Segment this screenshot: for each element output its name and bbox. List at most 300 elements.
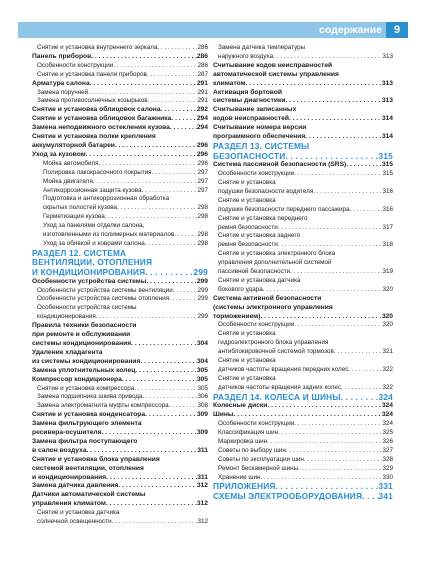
page-ref: 308: [197, 402, 208, 410]
dot-leader: [90, 80, 197, 89]
toc-entry: [32, 411, 208, 420]
page-ref: 324: [378, 391, 393, 402]
entry-title: системы диагностики: [213, 97, 286, 105]
page-ref: 311: [197, 473, 208, 481]
dot-leader: [131, 340, 197, 349]
page-ref: 341: [378, 491, 393, 502]
dot-leader: [145, 411, 197, 420]
entry-title: Мойка автомобиля: [43, 159, 99, 167]
toc-entry-line: гидроэлектронного блока управления: [218, 339, 329, 347]
dot-leader: [313, 188, 382, 197]
toc-entry-line: Считывание записанных: [213, 106, 297, 114]
dot-leader: [278, 224, 383, 233]
toc-entry: [213, 447, 393, 456]
toc-entry-line: Система активной безопасности: [213, 294, 322, 302]
dot-leader: [350, 206, 383, 215]
toc-entry-line: Удаление хладагента: [32, 348, 103, 356]
entry-title: кондиционирования: [37, 313, 96, 321]
dot-leader: [305, 133, 382, 142]
toc-entry-line: Снятие и установка: [218, 330, 276, 338]
dot-leader: [174, 231, 197, 240]
toc-entry: [32, 313, 208, 322]
toc-entry: [32, 393, 208, 402]
section-heading: ВЕНТИЛЯЦИИ, ОТОПЛЕНИЯ: [32, 257, 153, 268]
dot-leader: [260, 474, 382, 483]
entry-title: БЕЗОПАСНОСТИ: [213, 150, 286, 161]
dot-leader: [273, 53, 382, 62]
toc-entry: [32, 358, 208, 367]
entry-title: и кондиционирования: [32, 473, 107, 481]
toc-entry-line: Снятие и установка полки крепления: [32, 133, 156, 141]
toc-entry: [32, 44, 208, 53]
dot-leader: [86, 151, 197, 160]
toc-entry: [213, 420, 393, 429]
entry-title: Замена подшипника шкива привода: [37, 393, 143, 401]
entry-title: в салон воздуха: [32, 446, 87, 454]
entry-title: Особенности конструкции: [218, 170, 295, 178]
page-header: [18, 22, 408, 38]
entry-title: кодов неисправностей: [213, 115, 289, 123]
toc-entry-line: при ремонте и обслуживании: [32, 331, 131, 339]
dot-leader: [267, 402, 381, 411]
page-ref: 319: [382, 268, 393, 276]
dot-leader: [285, 97, 381, 106]
page-ref: 330: [382, 473, 393, 481]
toc-entry: [32, 447, 208, 456]
dot-leader: [285, 152, 378, 162]
dot-leader: [170, 124, 197, 133]
entry-title: изготовленными из полимерных материалов: [43, 231, 175, 239]
entry-title: Герметизация кузова: [43, 213, 105, 221]
page-ref: 294: [196, 115, 208, 123]
toc-entry: [32, 340, 208, 349]
page-ref: 320: [382, 285, 393, 293]
dot-leader: [134, 385, 197, 394]
toc-entry-line: автоматической системы управления: [213, 70, 339, 78]
toc-entry-line: Считывание номера версии: [213, 124, 307, 132]
page-ref: 320: [382, 321, 393, 329]
entry-title: ПРИЛОЖЕНИЯ: [213, 481, 276, 492]
page-ref: 326: [382, 437, 393, 445]
dot-leader: [234, 411, 382, 420]
entry-title: антиблокировочной системой тормозов: [218, 348, 334, 356]
entry-title: Снятие и установка конденсатора: [32, 411, 146, 419]
dot-leader: [93, 178, 198, 187]
page-ref: 291: [196, 79, 208, 87]
page-ref: 291: [197, 97, 208, 105]
dot-leader: [169, 402, 198, 411]
entry-title: Хранение шин: [218, 473, 261, 481]
entry-title: РАЗДЕЛ 14. КОЛЕСА И ШИНЫ: [213, 391, 341, 402]
toc-entry: [32, 204, 208, 213]
page-ref: 298: [197, 213, 208, 221]
page-ref: 286: [197, 61, 208, 69]
dot-leader: [294, 170, 382, 179]
toc-entry-line: Замена фильтра поступающего: [32, 437, 138, 445]
entry-title: Система пассивной безопасности (SRS): [213, 161, 347, 169]
entry-title: Замена уплотнительных колец: [32, 366, 136, 374]
toc-entry: [32, 124, 208, 133]
toc-column-left: [32, 44, 208, 527]
toc-entry: [213, 53, 393, 62]
dot-leader: [148, 97, 198, 106]
page-ref: 286: [196, 52, 208, 60]
toc-entry: [32, 213, 208, 222]
entry-title: Замена датчика давления: [32, 482, 119, 490]
toc-entry: [213, 366, 393, 375]
page-ref: 312: [197, 518, 208, 526]
page-ref: 298: [197, 239, 208, 247]
page-ref: 306: [197, 393, 208, 401]
toc-entry-line: Датчики автоматической системы: [32, 491, 146, 499]
toc-entry: [213, 188, 393, 197]
toc-entry: [213, 321, 393, 330]
dot-leader: [304, 456, 383, 465]
page-ref: 297: [197, 186, 208, 194]
dot-leader: [289, 115, 382, 124]
section-heading: [213, 492, 393, 502]
page-ref: 316: [382, 205, 393, 213]
entry-title: солнечной освещенности: [37, 518, 112, 526]
toc-entry: [213, 170, 393, 179]
entry-title: Классификация шин: [218, 429, 279, 437]
toc-entry: [32, 151, 208, 160]
page-ref: 292: [196, 106, 208, 114]
toc-entry: [213, 241, 393, 250]
dot-leader: [246, 80, 382, 89]
entry-title: ресивера-осушителя: [32, 429, 102, 437]
toc-entry-line: Снятие и установка блока управления: [32, 455, 160, 463]
dot-leader: [135, 367, 197, 376]
entry-title: Особенности устройства системы отопления: [37, 295, 170, 303]
dot-leader: [102, 429, 197, 438]
dot-leader: [334, 348, 383, 357]
page-ref: 287: [197, 70, 208, 78]
dot-leader: [341, 393, 379, 403]
dot-leader: [157, 44, 197, 53]
page-ref: 309: [196, 411, 208, 419]
page-ref: 313: [381, 79, 393, 87]
page-ref: 317: [382, 223, 393, 231]
page-ref: 312: [196, 500, 208, 508]
dot-leader: [278, 241, 383, 250]
toc-entry: [32, 474, 208, 483]
page-ref: 305: [197, 384, 208, 392]
toc-entry-line: Активация бортовой: [213, 88, 282, 96]
toc-entry: [32, 402, 208, 411]
entry-title: Снятие и установка облицовок багажника: [32, 115, 172, 123]
page-ref: 305: [196, 366, 208, 374]
entry-title: Советы по эксплуатации шин: [218, 455, 304, 463]
page-ref: 291: [197, 88, 208, 96]
entry-title: Панель приборов: [32, 52, 92, 60]
dot-leader: [263, 286, 383, 295]
toc-entry-line: Снятие и установка электронного блока: [218, 250, 336, 258]
toc-entry: [32, 385, 208, 394]
dot-leader: [145, 240, 198, 249]
toc-entry: [213, 224, 393, 233]
entry-title: аккумуляторной батареи: [32, 141, 115, 149]
toc-entry-line: (системы электронного управления: [213, 303, 333, 311]
entry-title: скрытых полостей кузова: [43, 204, 118, 212]
toc-entry: [32, 367, 208, 376]
page-ref: 315: [382, 170, 393, 178]
page-ref: 309: [196, 429, 208, 437]
entry-title: СХЕМЫ ЭЛЕКТРООБОРУДОВАНИЯ: [213, 491, 363, 502]
toc-entry-line: Замена фильтрующего элемента: [32, 420, 142, 428]
page-ref: 329: [382, 464, 393, 472]
toc-entry-line: Снятие и установка датчика: [218, 276, 301, 284]
entry-title: системы кондиционирования: [32, 339, 132, 347]
dot-leader: [122, 376, 197, 385]
entry-title: Ремонт бескамерной шины: [218, 464, 299, 472]
entry-title: климатом: [213, 79, 246, 87]
dot-leader: [346, 161, 382, 170]
page-ref: 320: [381, 312, 393, 320]
dot-leader: [173, 287, 198, 296]
entry-title: бокового удара: [218, 285, 263, 293]
dot-leader: [294, 420, 382, 429]
page-ref: 322: [382, 366, 393, 373]
toc-entry: [32, 518, 208, 527]
page-ref: 322: [382, 383, 393, 391]
dot-leader: [91, 53, 197, 62]
toc-entry: [32, 106, 208, 115]
dot-leader: [105, 213, 198, 222]
page-ref: 298: [197, 231, 208, 239]
toc-entry: [32, 97, 208, 106]
section-heading: [213, 393, 393, 403]
entry-title: Снятие и установка компрессора: [37, 384, 135, 392]
dot-leader: [143, 393, 198, 402]
entry-title: Особенности устройства системы: [32, 277, 147, 285]
entry-title: Компрессор кондиционера: [32, 375, 122, 383]
dot-leader: [362, 492, 378, 502]
toc-entry: [213, 456, 393, 465]
page-ref: 325: [382, 429, 393, 437]
entry-title: Замена неподвижного остекления кузова: [32, 124, 170, 132]
section-heading: РАЗДЕЛ 12. СИСТЕМА: [32, 247, 127, 258]
toc-entry-line: Правила техники безопасности: [32, 322, 137, 330]
toc-entry-line: Снятие и установка переднего: [218, 214, 308, 222]
page-ref: 331: [378, 481, 393, 492]
toc-entry: [213, 402, 393, 411]
page-ref: 299: [197, 295, 208, 303]
page-ref: 297: [197, 168, 208, 176]
toc-column-right: [213, 44, 393, 502]
toc-entry-line: Уход за панелями отделки салона,: [43, 222, 145, 230]
toc-entry: [213, 115, 393, 124]
entry-title: Особенности конструкции: [218, 321, 295, 329]
page-ref: 327: [382, 446, 393, 454]
entry-title: управления климатом: [32, 500, 106, 508]
dot-leader: [267, 438, 382, 447]
toc-entry-line: системой вентиляции, отопления: [32, 464, 144, 472]
dot-leader: [140, 358, 196, 367]
toc-entry: [32, 142, 208, 151]
dot-leader: [113, 62, 197, 71]
page-ref: 324: [381, 402, 393, 410]
page-ref: 304: [196, 357, 208, 365]
dot-leader: [171, 115, 196, 124]
entry-title: ремня безопасности: [218, 241, 278, 249]
toc-entry: [32, 278, 208, 287]
page-ref: 324: [381, 411, 393, 419]
page-ref: 312: [196, 482, 208, 490]
toc-entry: [32, 53, 208, 62]
dot-leader: [298, 465, 382, 474]
entry-title: Особенности конструкции: [218, 420, 295, 428]
toc-entry: [32, 80, 208, 89]
toc-entry: [32, 89, 208, 98]
entry-title: Мойка двигателя: [43, 177, 93, 185]
toc-entry-line: Снятие и установка: [218, 196, 276, 204]
dot-leader: [112, 518, 198, 527]
toc-entry: [213, 206, 393, 215]
entry-title: Замена поручней: [37, 88, 89, 96]
section-heading: [213, 152, 393, 162]
page-ref: 299: [193, 267, 208, 278]
toc-entry: [32, 231, 208, 240]
entry-title: Замена электромагнита муфты компрессора: [37, 402, 169, 410]
entry-title: Шины: [213, 411, 234, 419]
page-ref: 315: [381, 161, 393, 169]
dot-leader: [106, 500, 197, 509]
entry-title: Снятие и установка панели приборов: [37, 70, 147, 78]
page-ref: 324: [382, 420, 393, 428]
toc-entry: [32, 376, 208, 385]
page-ref: 294: [196, 124, 208, 132]
toc-entry-line: Снятие и установка: [218, 178, 276, 186]
entry-title: Снятие и установка облицовок салона: [32, 106, 161, 114]
toc-entry: [213, 465, 393, 474]
dot-leader: [278, 429, 382, 438]
page-ref: 311: [197, 446, 208, 454]
entry-title: Особенности устройства системы вентиляции: [37, 286, 173, 294]
dot-leader: [117, 204, 197, 213]
toc-entry: [213, 268, 393, 277]
page-ref: 299: [196, 277, 208, 285]
toc-entry-line: управления дополнительной системой: [218, 259, 332, 267]
dot-leader: [96, 313, 198, 322]
toc-entry: [213, 438, 393, 447]
entry-title: Антикоррозионная защита кузова: [43, 186, 142, 194]
entry-title: Замена противосолнечных козырьков: [37, 97, 148, 105]
entry-title: Снятие и установка внутреннего зеркала: [37, 44, 158, 51]
toc-entry: [32, 169, 208, 178]
entry-title: И КОНДИЦИОНИРОВАНИЯ: [32, 267, 146, 278]
entry-title: Особенности конструкции: [37, 61, 114, 69]
dot-leader: [169, 295, 197, 304]
entry-title: торможением): [213, 312, 261, 320]
entry-title: датчиков частоты вращения задних колес: [218, 383, 341, 391]
page-ref: 299: [197, 313, 208, 321]
entry-title: из системы кондиционирования: [32, 357, 141, 365]
toc-entry: [213, 97, 393, 106]
entry-title: Колесные диски: [213, 402, 268, 410]
entry-title: наружного воздуха: [218, 52, 274, 60]
entry-title: подушки безопасности водителя: [218, 187, 314, 195]
toc-entry-line: Снятие и установка датчика: [37, 509, 120, 517]
entry-title: Советы по выбору шин: [218, 446, 286, 454]
page-ref: 296: [197, 159, 208, 167]
page-ref: 315: [378, 150, 393, 161]
page-ref: 305: [196, 375, 208, 383]
entry-title: Полировка лакокрасочного покрытия: [43, 168, 152, 176]
toc-entry: [213, 411, 393, 420]
section-heading: [32, 268, 208, 278]
toc-entry: [32, 429, 208, 438]
toc-entry-line: Снятие и установка: [218, 357, 276, 365]
dot-leader: [152, 169, 198, 178]
dot-leader: [145, 268, 193, 278]
toc-entry: [213, 348, 393, 357]
toc-entry: [213, 286, 393, 295]
section-heading: РАЗДЕЛ 13. СИСТЕМЫ: [213, 140, 310, 151]
entry-title: Маркировка шин: [218, 437, 268, 445]
page-ref: 314: [381, 133, 393, 141]
page-ref: 313: [382, 52, 393, 60]
page-ref: 286: [197, 44, 208, 51]
dot-leader: [147, 71, 198, 80]
entry-title: пассивной безопасности: [218, 268, 291, 276]
toc-entry: [32, 71, 208, 80]
dot-leader: [286, 447, 383, 456]
dot-leader: [88, 89, 197, 98]
dot-leader: [99, 160, 198, 169]
page-ref: 304: [196, 339, 208, 347]
dot-leader: [87, 447, 198, 456]
toc-entry: [32, 295, 208, 304]
entry-title: подушки безопасности переднего пассажира: [218, 205, 350, 213]
dot-leader: [348, 366, 382, 375]
entry-title: ремня безопасности: [218, 223, 278, 231]
header-title: содержание: [319, 24, 382, 36]
page-ref: 318: [382, 241, 393, 249]
entry-title: датчиков частоты вращения передних колес: [218, 366, 349, 373]
toc-entry: [32, 62, 208, 71]
page-ref: 296: [196, 141, 208, 149]
dot-leader: [294, 321, 382, 330]
toc-entry: [32, 178, 208, 187]
entry-title: Арматура салона: [32, 79, 90, 87]
toc-entry: [213, 429, 393, 438]
dot-leader: [161, 106, 197, 115]
toc-entry-line: Особенности устройства системы: [37, 304, 137, 312]
toc-entry: [32, 160, 208, 169]
toc-entry-line: Подготовка и антикоррозионная обработка: [43, 195, 170, 203]
toc-entry-line: Снятие и установка заднего: [218, 232, 301, 240]
toc-entry: [32, 115, 208, 124]
entry-title: Уход за кузовом: [32, 150, 86, 158]
dot-leader: [146, 278, 196, 287]
page-ref: 297: [197, 177, 208, 185]
page-ref: 314: [381, 115, 393, 123]
dot-leader: [115, 142, 197, 151]
page-ref: 298: [197, 204, 208, 212]
toc-entry: [213, 80, 393, 89]
toc-entry-line: Замена датчика температуры: [218, 44, 306, 51]
page-ref: 316: [382, 187, 393, 195]
entry-title: Уход за обивкой и коврами салона: [43, 239, 145, 247]
page-ref: 328: [382, 455, 393, 463]
page-ref: 313: [381, 97, 393, 105]
toc-entry-line: Считывание кодов неисправностей: [213, 61, 333, 69]
dot-leader: [290, 268, 382, 277]
page-number: 9: [386, 22, 408, 38]
toc-entry-line: Снятие и установка: [218, 374, 276, 382]
entry-title: программного обеспечения: [213, 133, 306, 141]
